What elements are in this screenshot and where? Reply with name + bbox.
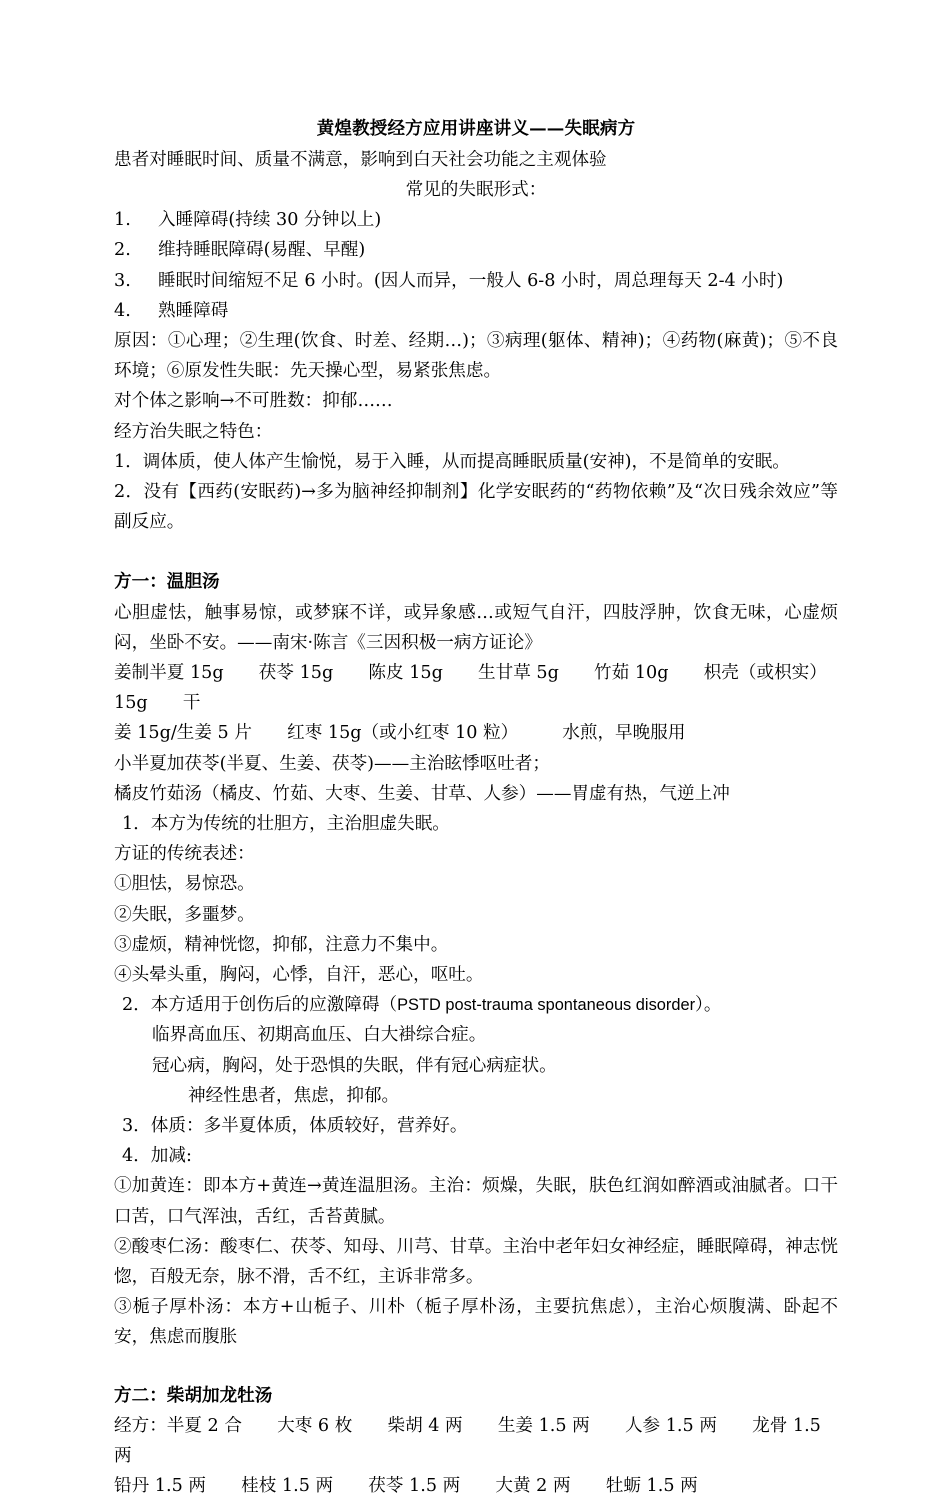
list-item-number: 1. [114,210,131,231]
insomnia-definition: 患者对睡眠时间、质量不满意，影响到白天社会功能之主观体验 [114,149,607,170]
list-item-label: 睡眠时间缩短不足 6 小时。(因人而异，一般人 6-8 小时，周总理每天 2-4 小时) [158,270,784,291]
formula1-indication: 心胆虚怯，触事易惊，或梦寐不详，或异象感…或短气自汗，四肢浮肿，饮食无味，心虚烦闷，坐卧不安。——南宋·陈言《三因积极一病方证论》 [114,602,838,653]
formula2-ingredients-line-2: 铅丹 1.5 两 桂枝 1.5 两 茯苓 1.5 两 大黄 2 两 牡蛎 1.5 两 [114,1476,698,1497]
formula1-point-4: 4．加减: [122,1146,192,1167]
section-spacer [114,1353,838,1381]
formula1-ingredients-line-2: 姜 15g/生姜 5 片 红枣 15g（或小红枣 10 粒） 水煎，早晚服用 [114,723,686,744]
formula2-ingredients-line-1: 经方：半夏 2 合 大枣 6 枚 柴胡 4 两 生姜 1.5 两 人参 1.5 两 龙骨 1.5 两 [114,1415,827,1467]
list-item [114,266,838,296]
formula1-related-xiaobanxia: 小半夏加茯苓(半夏、生姜、茯苓)——主治眩悸呕吐者； [114,753,550,774]
traditional-item-4: ④头晕头重，胸闷，心悸，自汗，恶心，呕吐。 [114,965,484,986]
modification-item-1: ①加黄连：即本方+黄连→黄连温胆汤。主治：烦燥，失眠，肤色红润如醉酒或油腻者。口干口苦，口气浑浊，舌红，舌苔黄腻。 [114,1176,838,1227]
page-title: 黄煌教授经方应用讲座讲义——失眠病方 [316,119,636,139]
common-forms-heading: 常见的失眠形式： [405,179,547,200]
list-item-number: 2. [114,240,131,261]
list-item [114,235,838,265]
causes-paragraph: 原因：①心理；②生理(饮食、时差、经期…)；③病理(躯体、精神)；④药物(麻黄)；⑤不良环境；⑥原发性失眠：先天操心型，易紧张焦虑。 [114,330,838,382]
formula1-point-2-sub-3: 神经性患者，焦虑，抑郁。 [188,1085,400,1106]
formula1-traditional-heading: 方证的传统表述： [114,844,255,865]
impact-paragraph: 对个体之影响→不可胜数：抑郁…… [114,391,393,412]
list-item-number: 4. [114,300,131,321]
formula1-point-1: 1．本方为传统的壮胆方，主治胆虚失眠。 [122,814,450,835]
traditional-item-1: ①胆怯，易惊恐。 [114,874,255,895]
list-item [114,296,838,326]
pstd-term: PSTD post-trauma spontaneous disorder [397,996,696,1015]
list-item [114,205,838,235]
formula1-heading: 方一：温胆汤 [114,571,220,593]
formula2-heading: 方二：柴胡加龙牡汤 [114,1384,273,1406]
traditional-item-3: ③虚烦，精神恍惚，抑郁，注意力不集中。 [114,934,449,955]
modification-item-3: ③栀子厚朴汤：本方+山栀子、川朴（栀子厚朴汤，主要抗焦虑），主治心烦腹满、卧起不安，焦虑而腹胀 [114,1297,838,1348]
section-spacer [114,537,838,567]
formula1-point-3: 3．体质：多半夏体质，体质较好，营养好。 [122,1116,468,1137]
formula1-point-2-suffix: ）。 [695,995,722,1016]
feature-item-1: 1．调体质，使人体产生愉悦，易于入睡，从而提高睡眠质量(安神)，不是简单的安眠。 [114,451,790,472]
list-item-label: 维持睡眠障碍(易醒、早醒) [158,240,366,261]
list-item-label: 熟睡障碍 [158,300,229,321]
traditional-item-2: ②失眠，多噩梦。 [114,904,255,925]
formula1-point-2-sub-1: 临界高血压、初期高血压、白大褂综合症。 [152,1025,487,1046]
features-heading: 经方治失眠之特色： [114,421,273,442]
formula1-point-2-prefix: 2．本方适用于创伤后的应激障碍（ [122,995,398,1016]
feature-item-2: 2．没有【西药(安眠药)→多为脑神经抑制剂】化学安眠药的“药物依赖”及“次日残余效应”等副反应。 [114,481,838,533]
formula1-ingredients-line-1: 姜制半夏 15g 茯苓 15g 陈皮 15g 生甘草 5g 竹茹 10g 枳壳（或枳实）15g 干 [114,663,827,714]
modification-item-2: ②酸枣仁汤：酸枣仁、茯苓、知母、川芎、甘草。主治中老年妇女神经症，睡眠障碍，神志恍惚，百般无奈，脉不滑，舌不红，主诉非常多。 [114,1236,838,1288]
formula1-point-2-sub-2: 冠心病，胸闷，处于恐惧的失眠，伴有冠心病症状。 [152,1055,557,1076]
formula1-related-jupizhuru: 橘皮竹茹汤（橘皮、竹茹、大枣、生姜、甘草、人参）——胃虚有热，气逆上冲 [114,783,730,804]
list-item-number: 3. [114,270,131,291]
list-item-label: 入睡障碍(持续 30 分钟以上) [158,210,382,231]
formula1-point-2 [114,990,838,1020]
